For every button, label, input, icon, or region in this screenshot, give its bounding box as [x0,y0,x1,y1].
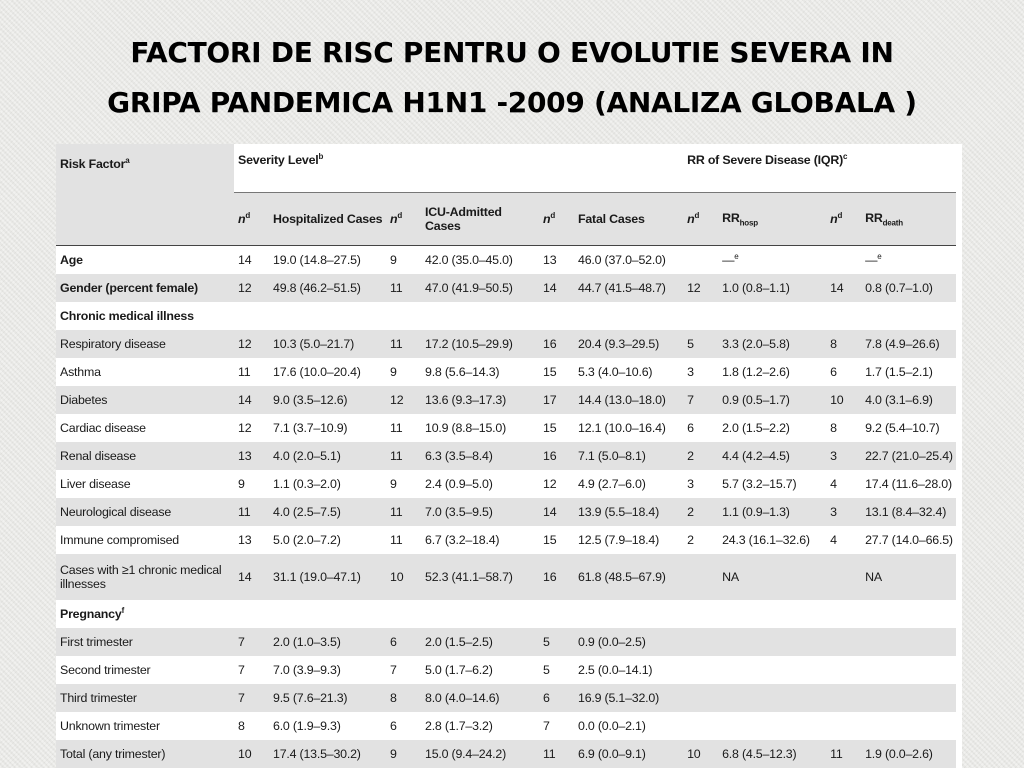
value-cell: 0.0 (0.0–2.1) [578,718,646,733]
section-label: Pregnancy$^f$ [60,605,125,622]
value-cell: 22.7 (21.0–25.4) [861,442,956,470]
n-cell: 3 [826,442,861,470]
n-cell: 7 [234,684,269,712]
value-cell: 1.0 (0.8–1.1) [718,274,826,302]
value-cell: 3.3 (2.0–5.8) [718,330,826,358]
slide-title-line-2: GRIPA PANDEMICA H1N1 -2009 (ANALIZA GLOBALA ) [107,86,917,119]
risk-factor-label: Unknown trimester [60,718,160,733]
value-cell: 17.6 (10.0–20.4) [273,364,361,379]
header-risk-factor: Risk Factor$^a$ [56,144,234,246]
risk-factor-label: Age [60,252,83,267]
value-cell: 14.4 (13.0–18.0) [574,386,683,414]
n-cell: 8 [830,420,837,435]
n-cell: 3 [687,364,694,379]
n-cell: 7 [234,628,269,656]
header-icu-admitted-cases: ICU-Admitted Cases [421,193,539,246]
n-cell: 15 [543,532,557,547]
value-cell: 2.0 (1.5–2.5) [421,628,539,656]
value-cell: 0.8 (0.7–1.0) [861,274,956,302]
n-cell: 11 [390,420,403,435]
value-cell [718,656,826,684]
value-cell: 13.6 (9.3–17.3) [421,386,539,414]
value-cell: 2.4 (0.9–5.0) [425,476,493,491]
n-cell: 9 [390,364,397,379]
n-cell: 15 [543,364,557,379]
value-cell: 4.4 (4.2–4.5) [718,442,826,470]
n-cell: 2 [683,498,718,526]
n-cell: 11 [539,740,574,768]
value-cell: 6.7 (3.2–18.4) [425,532,500,547]
value-cell: 4.9 (2.7–6.0) [578,476,646,491]
value-cell [861,684,956,712]
n-cell: 14 [238,252,252,267]
value-cell: 13.1 (8.4–32.4) [861,498,956,526]
n-cell: 6 [390,718,397,733]
n-cell [826,656,861,684]
value-cell: 20.4 (9.3–29.5) [574,330,683,358]
value-cell: 2.8 (1.7–3.2) [425,718,493,733]
n-cell [683,554,718,600]
n-cell: 13 [543,252,557,267]
n-cell: 9 [238,476,245,491]
n-cell: 16 [539,442,574,470]
n-cell: 11 [238,364,251,379]
value-cell: 6.3 (3.5–8.4) [421,442,539,470]
header-n-icu: $n^d$ [386,193,421,246]
table-row [56,554,956,600]
n-cell: 6 [830,364,837,379]
table-row [56,330,956,358]
value-cell: 1.1 (0.3–2.0) [273,476,341,491]
section-label: Chronic medical illness [60,308,194,323]
value-cell: 19.0 (14.8–27.5) [273,252,361,267]
n-cell: 4 [830,532,837,547]
value-cell: —$^e$ [865,252,882,268]
risk-factor-label: Total (any trimester) [56,740,234,768]
n-cell: 8 [238,718,245,733]
value-cell: 44.7 (41.5–48.7) [574,274,683,302]
value-cell: 7.0 (3.9–9.3) [273,662,341,677]
n-cell: 11 [386,274,421,302]
value-cell: 4.0 (2.5–7.5) [269,498,386,526]
value-cell: 7.8 (4.9–26.6) [861,330,956,358]
risk-factor-label: Asthma [60,364,101,379]
value-cell: 2.0 (1.0–3.5) [269,628,386,656]
header-n-rr-death: $n^d$ [826,193,861,246]
value-cell: 2.5 (0.0–14.1) [578,662,653,677]
table-row [56,740,956,768]
value-cell: 1.7 (1.5–2.1) [865,364,933,379]
value-cell [718,684,826,712]
n-cell: 6 [687,420,694,435]
value-cell: 13.9 (5.5–18.4) [574,498,683,526]
n-cell: 7 [390,662,397,677]
value-cell: 15.0 (9.4–24.2) [421,740,539,768]
n-cell: 12 [683,274,718,302]
value-cell: —$^e$ [722,252,739,268]
value-cell: 12.5 (7.9–18.4) [578,532,660,547]
value-cell: 49.8 (46.2–51.5) [269,274,386,302]
risk-factor-label: Gender (percent female) [56,274,234,302]
table-body [56,246,956,768]
n-cell: 5 [543,662,550,677]
n-cell: 14 [539,274,574,302]
value-cell: 12.1 (10.0–16.4) [578,420,666,435]
table-row [56,712,956,740]
risk-factor-label: Cases with ≥1 chronic medical illnesses [56,554,234,600]
value-cell: 5.0 (1.7–6.2) [425,662,493,677]
n-cell: 12 [386,386,421,414]
header-n-fatal: $n^d$ [539,193,574,246]
value-cell: 17.2 (10.5–29.9) [421,330,539,358]
n-cell [826,684,861,712]
n-cell: 11 [386,498,421,526]
risk-factor-label: Respiratory disease [56,330,234,358]
value-cell: 47.0 (41.9–50.5) [421,274,539,302]
value-cell: 9.5 (7.6–21.3) [269,684,386,712]
n-cell: 2 [687,532,694,547]
n-cell [826,554,861,600]
n-cell: 11 [234,498,269,526]
value-cell: 61.8 (48.5–67.9) [574,554,683,600]
n-cell: 7 [238,662,245,677]
n-cell: 11 [386,330,421,358]
value-cell: 17.4 (13.5–30.2) [269,740,386,768]
value-cell: 1.1 (0.9–1.3) [718,498,826,526]
value-cell: 6.0 (1.9–9.3) [273,718,341,733]
table-section-row [56,302,956,330]
value-cell: 6.8 (4.5–12.3) [718,740,826,768]
table-section-row [56,600,956,628]
value-cell [861,712,956,740]
value-cell: 1.9 (0.0–2.6) [861,740,956,768]
value-cell: 42.0 (35.0–45.0) [425,252,513,267]
table-header [56,144,956,246]
n-cell: 10 [826,386,861,414]
n-cell: 13 [234,442,269,470]
value-cell: 52.3 (41.1–58.7) [421,554,539,600]
n-cell: 7 [683,386,718,414]
n-cell: 12 [543,476,557,491]
value-cell: 0.9 (0.0–2.5) [574,628,683,656]
value-cell: 9.0 (3.5–12.6) [269,386,386,414]
n-cell: 10 [386,554,421,600]
n-cell: 14 [539,498,574,526]
risk-factor-table-panel [56,144,962,768]
value-cell: 17.4 (11.6–28.0) [865,476,952,491]
risk-factor-label: First trimester [56,628,234,656]
value-cell: 1.8 (1.2–2.6) [722,364,790,379]
table-row [56,442,956,470]
value-cell: 7.1 (3.7–10.9) [273,420,348,435]
n-cell: 11 [826,740,861,768]
header-rr-death: $RR_{death}$ [861,193,956,246]
value-cell: 7.0 (3.5–9.5) [421,498,539,526]
value-cell: 8.0 (4.0–14.6) [421,684,539,712]
value-cell: 4.0 (2.0–5.1) [269,442,386,470]
n-cell [683,628,718,656]
n-cell: 14 [826,274,861,302]
value-cell: 9.2 (5.4–10.7) [865,420,940,435]
n-cell: 11 [390,532,403,547]
value-cell: NA [718,554,826,600]
n-cell: 3 [687,476,694,491]
n-cell: 5 [539,628,574,656]
n-cell [826,712,861,740]
value-cell: NA [861,554,956,600]
n-cell: 9 [390,252,397,267]
n-cell: 11 [386,442,421,470]
header-rr-severe-disease: RR of Severe Disease (IQR)$^c$ [683,144,956,193]
value-cell: 27.7 (14.0–66.5) [865,532,953,547]
n-cell: 6 [386,628,421,656]
n-cell: 10 [234,740,269,768]
n-cell: 12 [234,330,269,358]
n-cell: 17 [539,386,574,414]
header-severity-level: Severity Level$^b$ [234,144,683,193]
value-cell: 10.9 (8.8–15.0) [425,420,507,435]
risk-factor-label: Neurological disease [56,498,234,526]
value-cell: 10.3 (5.0–21.7) [269,330,386,358]
value-cell: 9.8 (5.6–14.3) [425,364,500,379]
value-cell [718,712,826,740]
risk-factor-label: Renal disease [56,442,234,470]
n-cell: 2 [683,442,718,470]
value-cell: 5.0 (2.0–7.2) [273,532,341,547]
table-row [56,358,956,386]
n-cell: 12 [238,420,252,435]
value-cell [718,628,826,656]
n-cell: 12 [234,274,269,302]
table-row [56,498,956,526]
value-cell: 5.7 (3.2–15.7) [722,476,797,491]
header-n-hosp: $n^d$ [234,193,269,246]
n-cell: 3 [826,498,861,526]
header-n-rr-hosp: $n^d$ [683,193,718,246]
value-cell: 2.0 (1.5–2.2) [722,420,790,435]
value-cell: 16.9 (5.1–32.0) [574,684,683,712]
value-cell: 31.1 (19.0–47.1) [269,554,386,600]
value-cell [861,656,956,684]
table-row [56,470,956,498]
n-cell [826,628,861,656]
risk-factor-label: Liver disease [60,476,131,491]
risk-factor-table [56,144,956,768]
n-cell: 9 [390,476,397,491]
n-cell: 13 [238,532,252,547]
n-cell: 10 [683,740,718,768]
n-cell: 8 [386,684,421,712]
header-rr-hosp: $RR_{hosp}$ [718,193,826,246]
table-row [56,246,956,274]
risk-factor-label: Diabetes [56,386,234,414]
value-cell: 0.9 (0.5–1.7) [718,386,826,414]
n-cell [683,684,718,712]
value-cell: 24.3 (16.1–32.6) [722,532,810,547]
table-row [56,656,956,684]
table-row [56,684,956,712]
value-cell [861,628,956,656]
slide-title [0,28,1024,128]
n-cell: 14 [234,386,269,414]
n-cell: 14 [234,554,269,600]
n-cell: 8 [826,330,861,358]
table-row [56,274,956,302]
table-row [56,526,956,554]
table-row [56,628,956,656]
header-hospitalized-cases: Hospitalized Cases [269,193,386,246]
table-row [56,386,956,414]
n-cell [826,246,861,274]
slide-title-line-1: FACTORI DE RISC PENTRU O EVOLUTIE SEVERA IN [130,36,894,69]
risk-factor-label: Immune compromised [60,532,179,547]
value-cell: 5.3 (4.0–10.6) [578,364,653,379]
value-cell: 46.0 (37.0–52.0) [578,252,666,267]
n-cell: 7 [543,718,550,733]
n-cell [683,246,718,274]
n-cell: 9 [386,740,421,768]
risk-factor-label: Second trimester [60,662,151,677]
n-cell: 4 [830,476,837,491]
risk-factor-label: Third trimester [56,684,234,712]
n-cell: 16 [539,330,574,358]
n-cell [683,712,718,740]
n-cell [683,656,718,684]
n-cell: 6 [539,684,574,712]
n-cell: 15 [543,420,557,435]
table-row [56,414,956,442]
header-fatal-cases: Fatal Cases [574,193,683,246]
risk-factor-label: Cardiac disease [60,420,146,435]
value-cell: 6.9 (0.0–9.1) [574,740,683,768]
n-cell: 16 [539,554,574,600]
n-cell: 5 [683,330,718,358]
value-cell: 7.1 (5.0–8.1) [574,442,683,470]
value-cell: 4.0 (3.1–6.9) [861,386,956,414]
